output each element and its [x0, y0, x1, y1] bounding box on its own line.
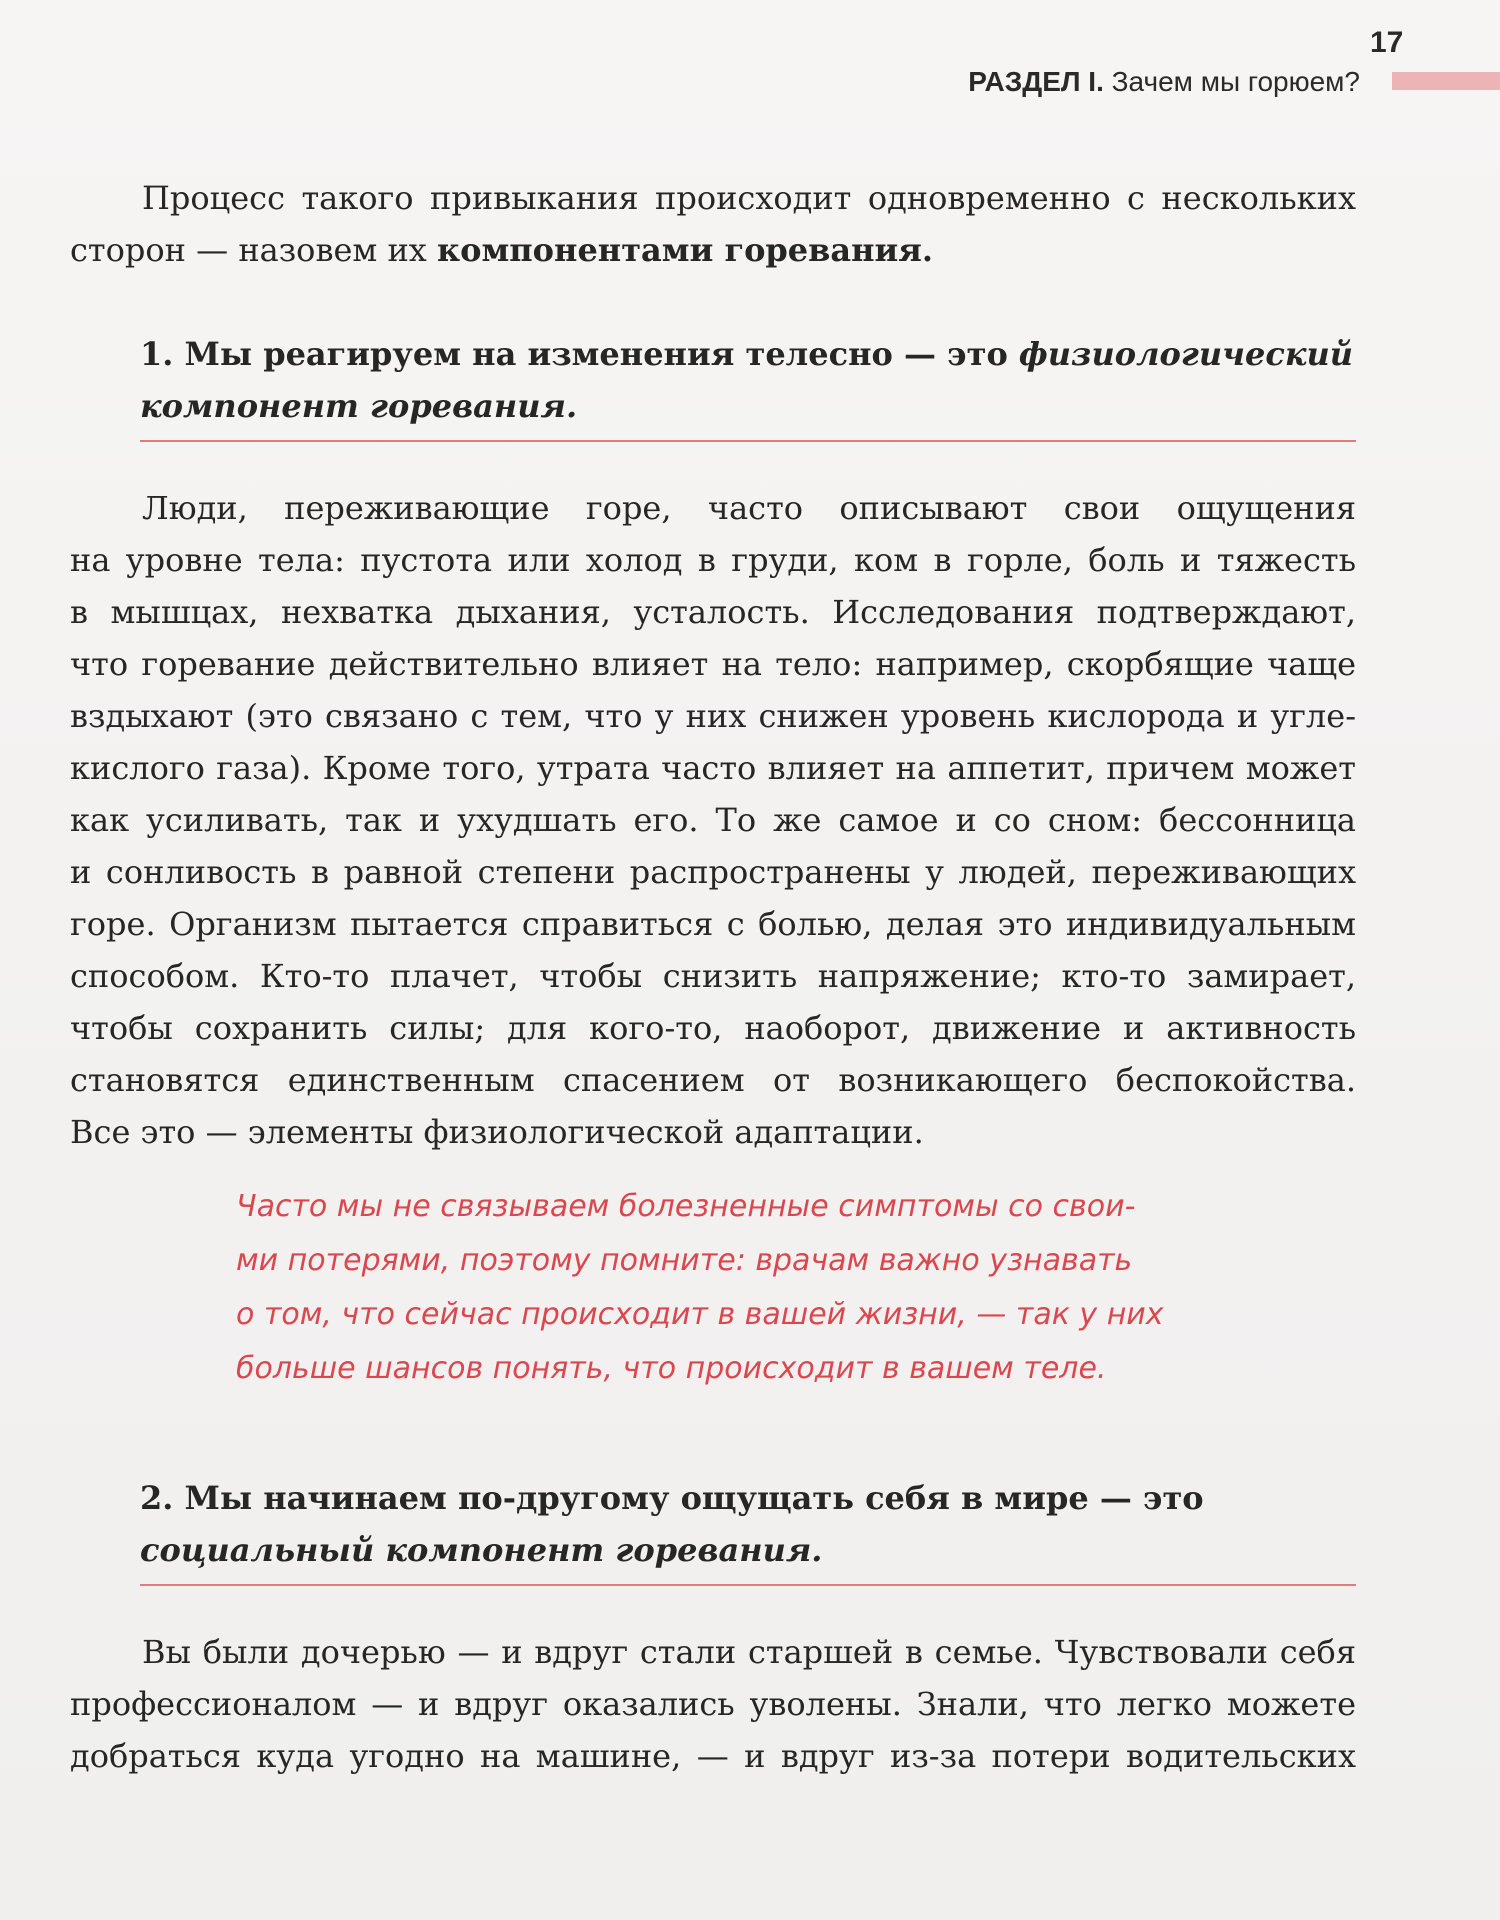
- section-label: РАЗДЕЛ I.: [968, 66, 1104, 97]
- body-paragraph-2: [70, 1626, 1356, 1782]
- intro-line: Процесс такого привыкания происходит одновременно с нескольких: [142, 179, 1356, 217]
- chapter-accent-tab: [1392, 72, 1500, 90]
- section-heading-1: 1. Мы реагируем на изменения телесно — это физиологический компонент горевания.: [140, 335, 1354, 425]
- bold-term: компонентами горевания: [437, 231, 922, 269]
- heading-1-italic: физиологический компонент горевания.: [140, 335, 1354, 425]
- callout-line: о том, что сейчас происходит в вашей жизни, — так у них: [236, 1297, 1164, 1332]
- body-line: Люди, переживающие горе, часто описывают свои ощущения: [142, 489, 1356, 527]
- body-line: вздыхают (это связано с тем, что у них снижен уровень кислорода и угле-: [70, 697, 1356, 735]
- callout-line: Часто мы не связываем болезненные симптомы со свои-: [236, 1189, 1136, 1224]
- body-line: что горевание действительно влияет на тело: например, скорбящие чаще: [70, 645, 1356, 683]
- page-number: 17: [1370, 26, 1404, 59]
- highlighted-callout: [236, 1180, 1256, 1396]
- body-line: профессионалом — и вдруг оказались уволены. Знали, что легко можете: [70, 1685, 1356, 1723]
- body-line: Все это — элементы физиологической адаптации.: [70, 1113, 924, 1151]
- body-line: кислого газа). Кроме того, утрата часто влияет на аппетит, причем может: [70, 749, 1356, 787]
- body-line: и сонливость в равной степени распространены у людей, переживающих: [70, 853, 1356, 891]
- section-title: Зачем мы горюем?: [1111, 66, 1360, 97]
- body-line: добраться куда угодно на машине, — и вдруг из-за потери водительских: [70, 1737, 1356, 1775]
- body-line: Вы были дочерью — и вдруг стали старшей в семье. Чувствовали себя: [142, 1633, 1356, 1671]
- body-line: становятся единственным спасением от возникающего беспокойства.: [70, 1061, 1356, 1099]
- intro-paragraph: [70, 172, 1356, 276]
- callout-line: больше шансов понять, что происходит в вашем теле.: [236, 1351, 1107, 1386]
- body-line: в мышцах, нехватка дыхания, усталость. Исследования подтверждают,: [70, 593, 1356, 631]
- body-line: способом. Кто-то плачет, чтобы снизить напряжение; кто-то замирает,: [70, 957, 1356, 995]
- intro-line: сторон — назовем их компонентами горевания.: [70, 231, 934, 269]
- body-line: горе. Организм пытается справиться с болью, делая это индивидуальным: [70, 905, 1356, 943]
- heading-2-rule: [140, 1584, 1356, 1586]
- heading-1-rule: [140, 440, 1356, 442]
- running-head: [900, 66, 1360, 98]
- body-line: чтобы сохранить силы; для кого-то, наоборот, движение и активность: [70, 1009, 1356, 1047]
- body-paragraph-1: [70, 482, 1356, 1158]
- body-line: на уровне тела: пустота или холод в груди, ком в горле, боль и тяжесть: [70, 541, 1356, 579]
- section-heading-2: 2. Мы начинаем по-другому ощущать себя в мире — это социальный компонент горевания.: [140, 1472, 1356, 1576]
- callout-line: ми потерями, поэтому помните: врачам важно узнавать: [236, 1243, 1133, 1278]
- body-line: как усиливать, так и ухудшать его. То же самое и со сном: бессонница: [70, 801, 1356, 839]
- heading-2-italic: социальный компонент горевания.: [140, 1531, 823, 1569]
